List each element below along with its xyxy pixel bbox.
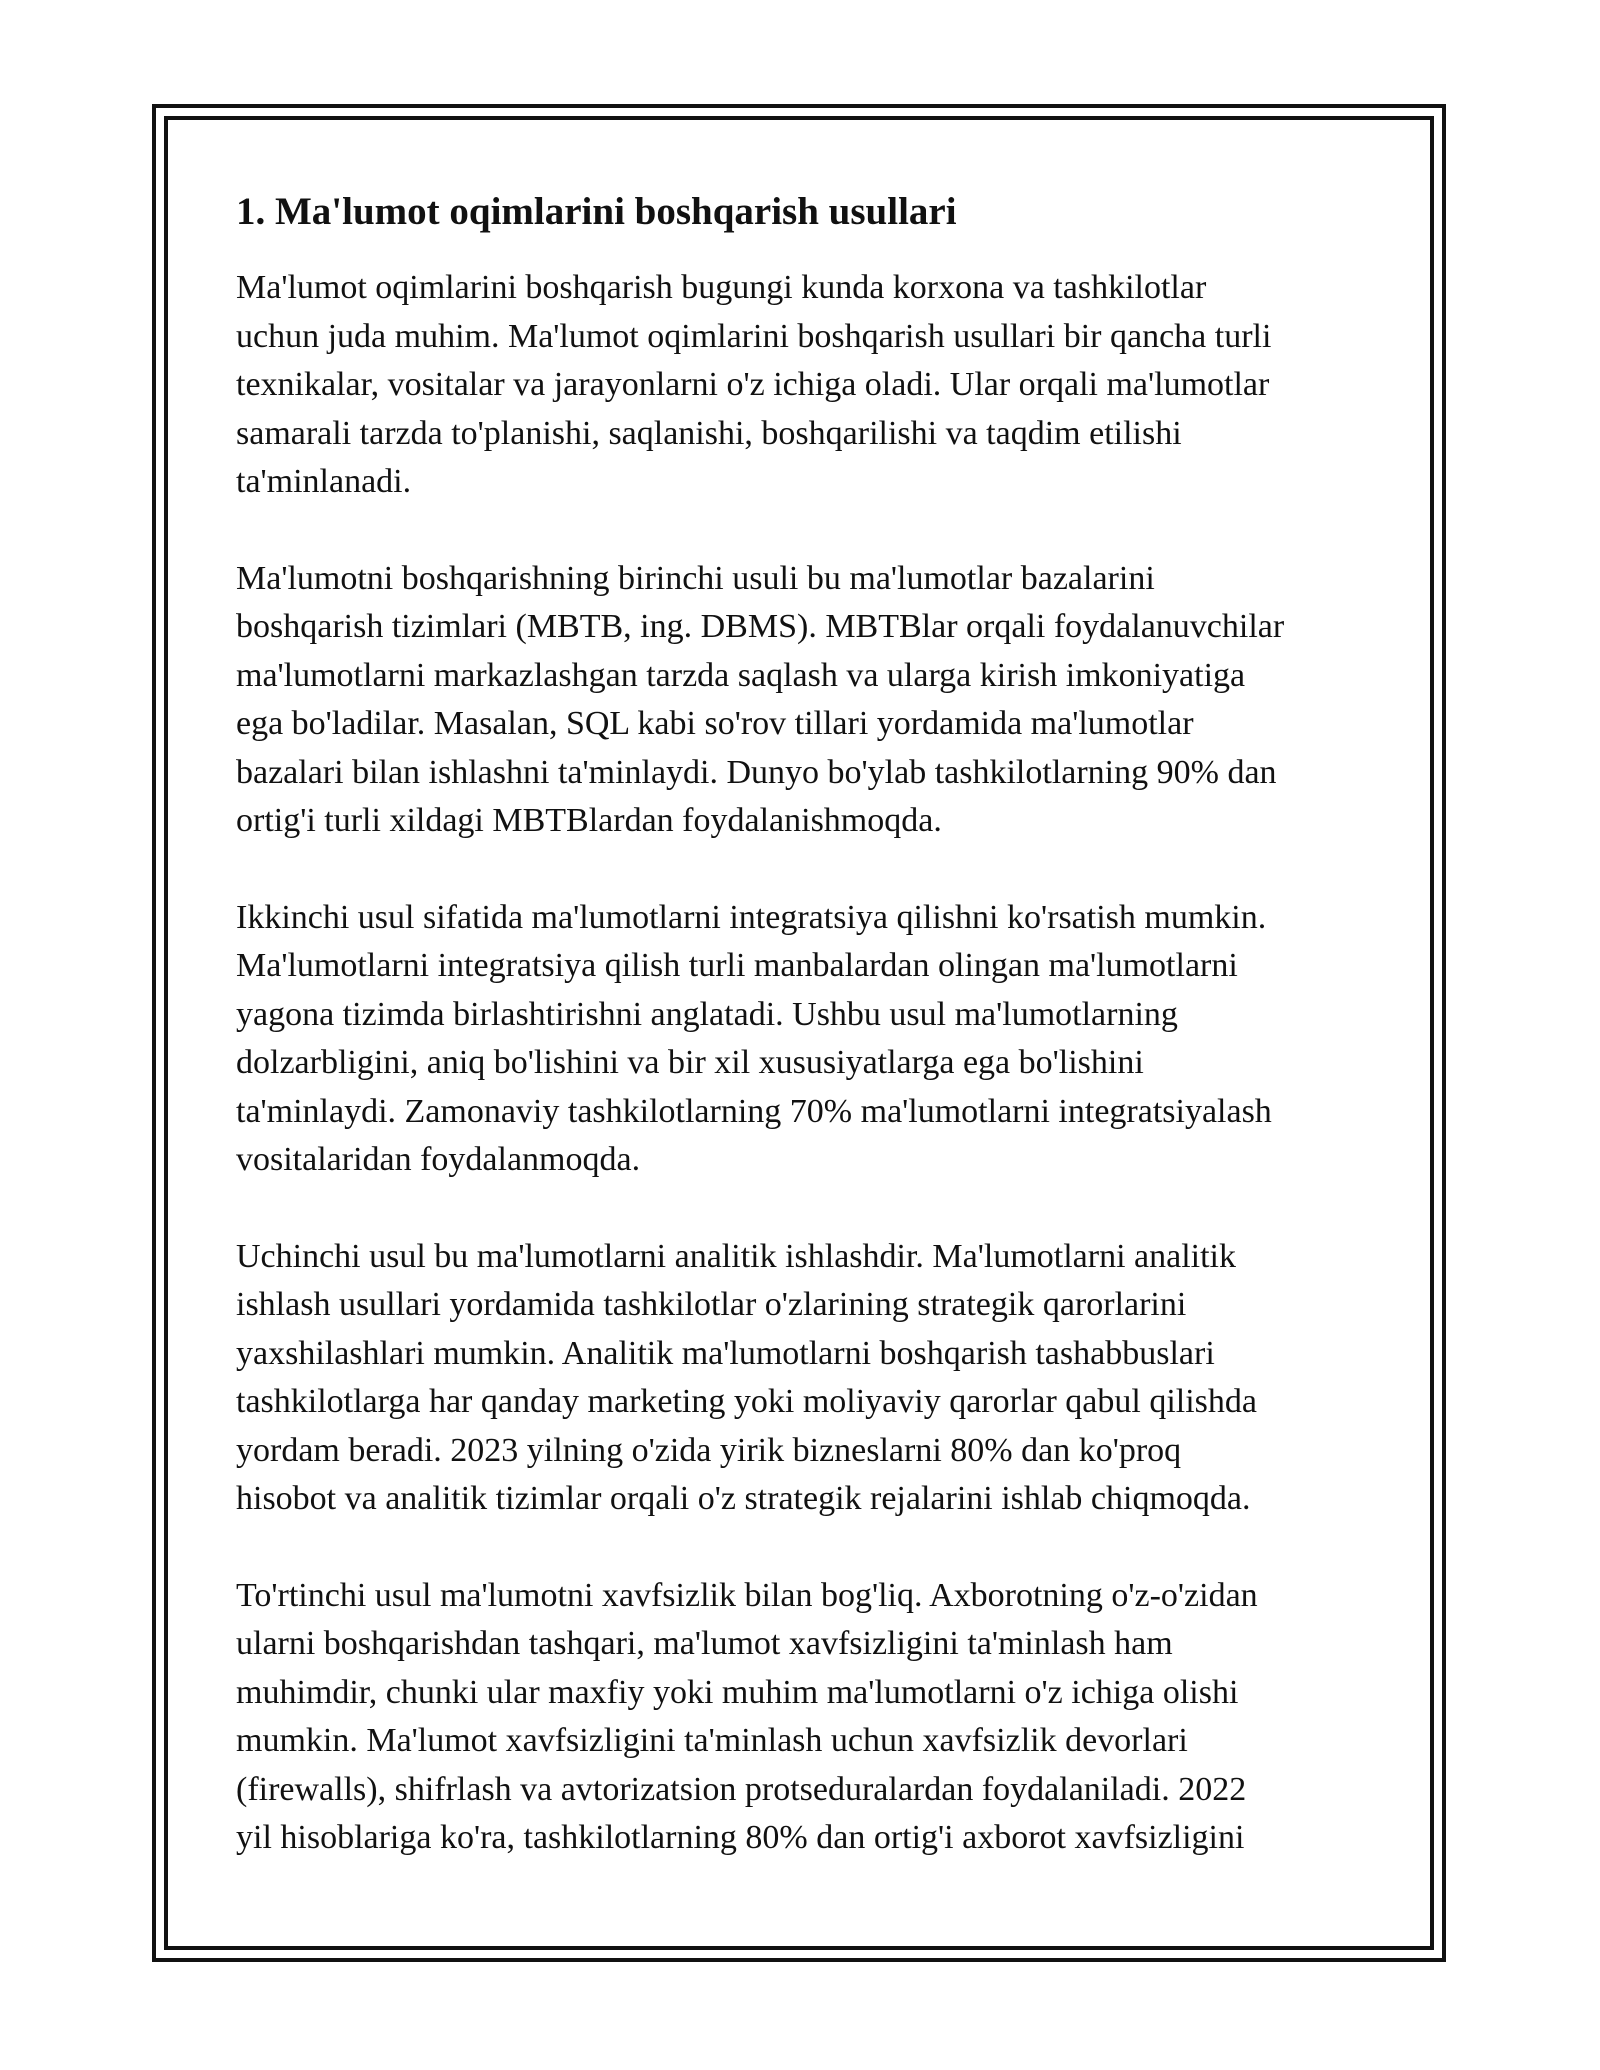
text-line: ta'minlaydi. Zamonaviy tashkilotlarning 70% ma'lumotlarni integratsiyalash: [236, 1092, 1272, 1130]
text-line: To'rtinchi usul ma'lumotni xavfsizlik bilan bog'liq. Axborotning o'z-o'zidan: [236, 1576, 1258, 1614]
text-line: tashkilotlarga har qanday marketing yoki moliyaviy qarorlar qabul qilishda: [236, 1383, 1257, 1420]
paragraph-second-method: [236, 894, 1386, 1185]
text-line: Ikkinchi usul sifatida ma'lumotlarni integratsiya qilishni ko'rsatish mumkin.: [236, 898, 1267, 936]
text-line: ularni boshqarishdan tashqari, ma'lumot xavfsizligini ta'minlash ham: [236, 1625, 1173, 1662]
text-line: ta'minlanadi.: [236, 463, 412, 500]
document-body: [236, 188, 1386, 1911]
text-line: ortig'i turli xildagi MBTBlardan foydalanishmoqda.: [236, 802, 942, 839]
text-line: mumkin. Ma'lumot xavfsizligini ta'minlash uchun xavfsizlik devorlari: [236, 1722, 1188, 1759]
text-line: ega bo'ladilar. Masalan, SQL kabi so'rov tillari yordamida ma'lumotlar: [236, 705, 1194, 742]
text-line: ma'lumotlarni markazlashgan tarzda saqlash va ularga kirish imkoniyatiga: [236, 656, 1246, 694]
text-line: Ma'lumotlarni integratsiya qilish turli manbalardan olingan ma'lumotlarni: [236, 947, 1238, 984]
text-line: texnikalar, vositalar va jarayonlarni o'z ichiga oladi. Ular orqali ma'lumotlar: [236, 366, 1270, 403]
paragraph-third-method: [236, 1233, 1386, 1524]
paragraph-fourth-method: [236, 1572, 1386, 1863]
text-line: muhimdir, chunki ular maxfiy yoki muhim ma'lumotlarni o'z ichiga olishi: [236, 1673, 1239, 1711]
text-line: yil hisoblariga ko'ra, tashkilotlarning 80% dan ortig'i axborot xavfsizligini: [236, 1819, 1245, 1856]
text-line: yagona tizimda birlashtirishni anglatadi. Ushbu usul ma'lumotlarning: [236, 995, 1178, 1033]
text-line: Ma'lumot oqimlarini boshqarish bugungi kunda korxona va tashkilotlar: [236, 269, 1207, 306]
text-line: Ma'lumotni boshqarishning birinchi usuli bu ma'lumotlar bazalarini: [236, 559, 1155, 597]
text-line: ishlash usullari yordamida tashkilotlar o'zlarining strategik qarorlarini: [236, 1286, 1187, 1323]
text-line: bazalari bilan ishlashni ta'minlaydi. Dunyo bo'ylab tashkilotlarning 90% dan: [236, 753, 1277, 791]
text-line: samarali tarzda to'planishi, saqlanishi, boshqarilishi va taqdim etilishi: [236, 414, 1182, 452]
text-line: hisobot va analitik tizimlar orqali o'z strategik rejalarini ishlab chiqmoqda.: [236, 1480, 1251, 1517]
text-line: yaxshilashlari mumkin. Analitik ma'lumotlarni boshqarish tashabbuslari: [236, 1334, 1215, 1372]
text-line: yordam beradi. 2023 yilning o'zida yirik bizneslarni 80% dan ko'proq: [236, 1431, 1182, 1469]
paragraph-first-method: [236, 555, 1386, 846]
paragraph-intro: [236, 264, 1386, 507]
text-line: boshqarish tizimlari (MBTB, ing. DBMS). MBTBlar orqali foydalanuvchilar: [236, 608, 1285, 645]
text-line: (firewalls), shifrlash va avtorizatsion protseduralardan foydalaniladi. 2022: [236, 1770, 1247, 1808]
section-heading: 1. Ma'lumot oqimlarini boshqarish usullari: [236, 190, 957, 233]
text-line: Uchinchi usul bu ma'lumotlarni analitik ishlashdir. Ma'lumotlarni analitik: [236, 1237, 1236, 1275]
text-line: vositalaridan foydalanmoqda.: [236, 1141, 641, 1178]
text-line: dolzarbligini, aniq bo'lishini va bir xil xususiyatlarga ega bo'lishini: [236, 1044, 1144, 1081]
text-line: uchun juda muhim. Ma'lumot oqimlarini boshqarish usullari bir qancha turli: [236, 317, 1272, 355]
